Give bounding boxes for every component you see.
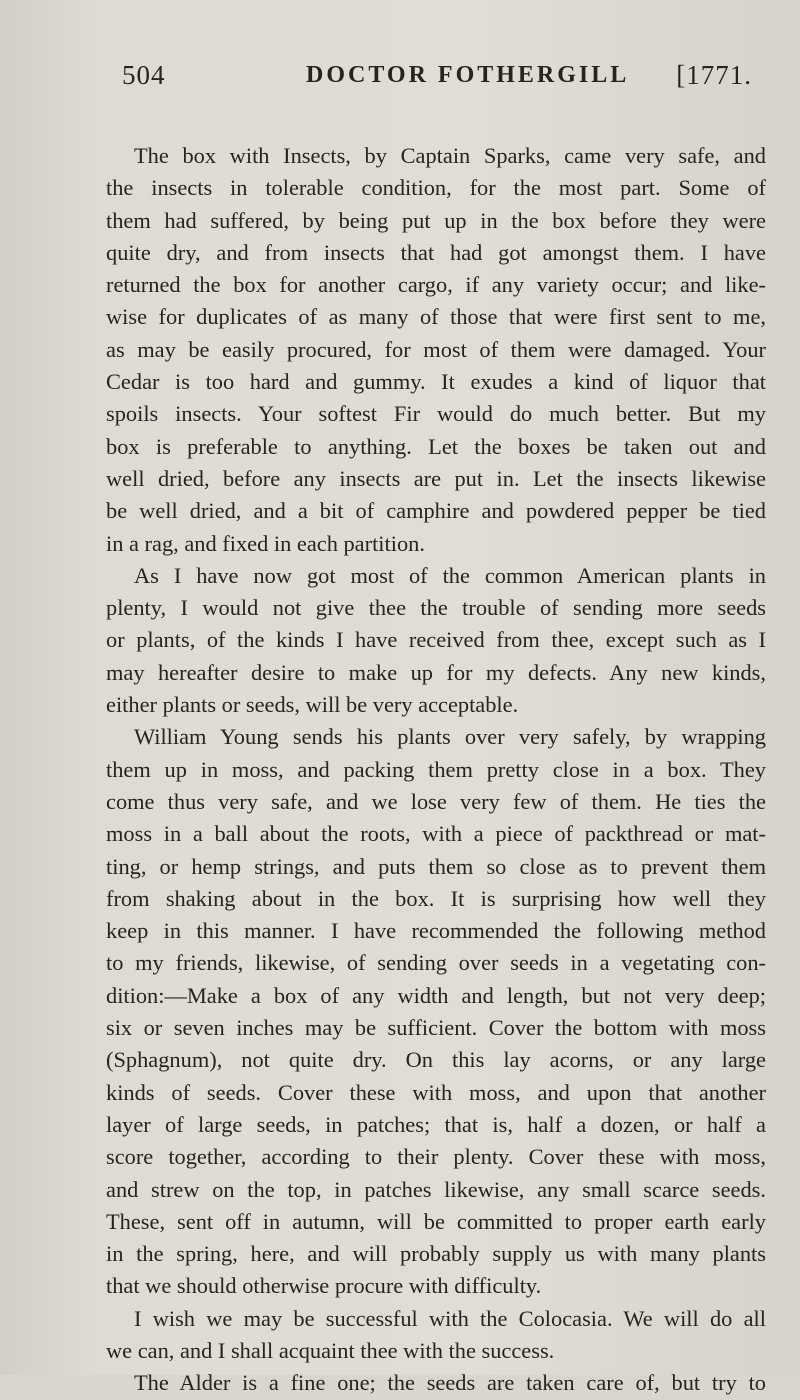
text-line: them had suffered, by being put up in the box before they were	[106, 207, 766, 233]
text-line: The box with Insects, by Captain Sparks, came very safe, and	[134, 143, 766, 168]
text-line: (Sphagnum), not quite dry. On this lay acorns, or any large	[106, 1047, 766, 1073]
text-line: and strew on the top, in patches likewise, any small scarce seeds.	[106, 1176, 766, 1202]
text-line: As I have now got most of the common American plants in	[134, 562, 766, 588]
text-line: dition:—Make a box of any width and length, but not very deep;	[106, 982, 766, 1008]
text-line: score together, according to their plenty. Cover these with moss,	[106, 1144, 766, 1170]
text-line: as may be easily procured, for most of them were damaged. Your	[106, 336, 766, 362]
text-line: six or seven inches may be sufficient. Cover the bottom with moss	[106, 1015, 766, 1041]
page-header	[122, 60, 752, 100]
text-line: returned the box for another cargo, if any variety occur; and like-	[106, 272, 766, 298]
running-title: DOCTOR FOTHERGILL	[306, 62, 630, 88]
text-line: in a rag, and fixed in each partition.	[106, 530, 425, 556]
text-line: well dried, before any insects are put in. Let the insects likewise	[106, 465, 766, 491]
text-line: These, sent off in autumn, will be committed to proper earth early	[106, 1208, 766, 1234]
text-line: kinds of seeds. Cover these with moss, and upon that another	[106, 1079, 766, 1105]
text-line: moss in a ball about the roots, with a piece of packthread or mat-	[106, 821, 766, 847]
text-line: plenty, I would not give thee the trouble of sending more seeds	[106, 595, 766, 621]
text-line: box is preferable to anything. Let the boxes be taken out and	[106, 433, 766, 459]
text-line: wise for duplicates of as many of those that were first sent to me,	[106, 304, 766, 330]
text-line: to my friends, likewise, of sending over seeds in a vegetating con-	[106, 950, 766, 976]
text-line: or plants, of the kinds I have received from thee, except such as I	[106, 627, 766, 653]
text-line: I wish we may be successful with the Colocasia. We will do all	[134, 1305, 766, 1331]
text-line: that we should otherwise procure with difficulty.	[106, 1273, 542, 1299]
text-line: come thus very safe, and we lose very few of them. He ties the	[106, 788, 766, 814]
text-line: from shaking about in the box. It is surprising how well they	[106, 885, 766, 911]
text-line: the insects in tolerable condition, for the most part. Some of	[106, 175, 766, 201]
page-number: 504	[122, 60, 166, 90]
text-line: William Young sends his plants over very safely, by wrapping	[134, 724, 766, 750]
text-line: keep in this manner. I have recommended the following method	[106, 918, 766, 944]
text-line: in the spring, here, and will probably supply us with many plants	[106, 1241, 766, 1267]
text-line: The Alder is a fine one; the seeds are taken care of, but try to	[134, 1370, 766, 1396]
text-line: we can, and I shall acquaint thee with the success.	[106, 1337, 555, 1363]
text-line: ting, or hemp strings, and puts them so close as to prevent them	[106, 853, 766, 879]
body-text	[106, 140, 766, 1400]
text-line: them up in moss, and packing them pretty close in a box. They	[106, 756, 766, 782]
year-marker: [1771.	[676, 60, 752, 90]
text-line: may hereafter desire to make up for my defects. Any new kinds,	[106, 659, 766, 685]
text-line: either plants or seeds, will be very acceptable.	[106, 692, 519, 718]
text-line: Cedar is too hard and gummy. It exudes a kind of liquor that	[106, 369, 766, 395]
text-line: quite dry, and from insects that had got amongst them. I have	[106, 239, 766, 265]
text-line: layer of large seeds, in patches; that is, half a dozen, or half a	[106, 1111, 766, 1137]
text-line: spoils insects. Your softest Fir would do much better. But my	[106, 401, 766, 427]
text-line: be well dried, and a bit of camphire and powdered pepper be tied	[106, 498, 766, 524]
